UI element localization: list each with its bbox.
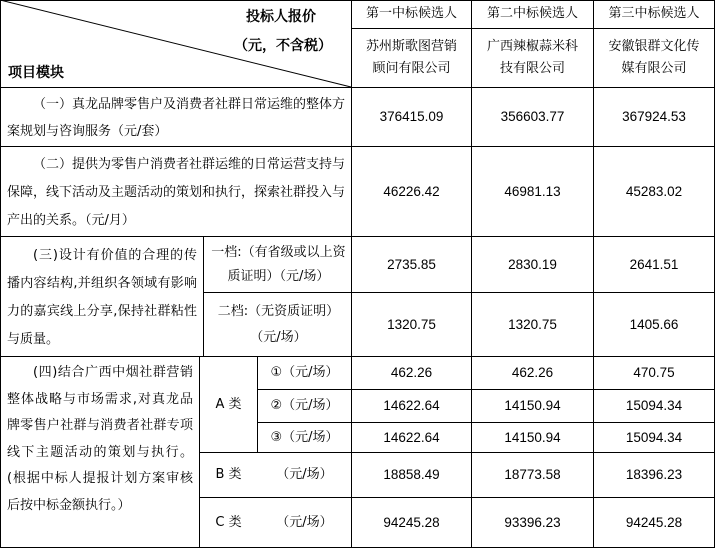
r4-c-value-2: 93396.23 bbox=[504, 514, 561, 530]
r4-a1-value-2: 462.26 bbox=[511, 365, 554, 380]
r3-tier1-value-2: 2830.19 bbox=[508, 256, 557, 272]
r4-a2-value-2: 14150.94 bbox=[504, 398, 561, 413]
r4-a3-value-3: 15094.34 bbox=[625, 429, 683, 445]
r4-b-value-3: 18396.23 bbox=[625, 467, 683, 482]
module-1-description: （一）真龙品牌零售户及消费者社群日常运维的整体方案规划与咨询服务（元/套） bbox=[7, 97, 346, 139]
r1-value-2: 356603.77 bbox=[500, 109, 565, 124]
r4-a3-label: ③（元/场） bbox=[270, 429, 339, 445]
r4-b-value-2: 18773.58 bbox=[504, 467, 561, 482]
price-header-line2: （元，不含税） bbox=[234, 38, 332, 54]
r1-value-3: 367924.53 bbox=[622, 109, 686, 124]
r4-a1-label: ①（元/场） bbox=[270, 365, 339, 380]
candidate-2-rank: 第二中标候选人 bbox=[486, 6, 578, 21]
r4-c-value-1: 94245.28 bbox=[383, 514, 440, 530]
r4-a2-value-3: 15094.34 bbox=[625, 398, 683, 413]
r3-tier2-value-3: 1405.66 bbox=[629, 316, 679, 332]
r3-tier2-value-2: 1320.75 bbox=[508, 316, 557, 332]
r2-value-3: 45283.02 bbox=[625, 183, 683, 199]
r3-tier1-label: 一档:（有省级或以上资质证明）（元/场） bbox=[211, 245, 346, 284]
r4-c-value-3: 94245.28 bbox=[625, 514, 683, 530]
r4-a1-value-3: 470.75 bbox=[633, 365, 675, 380]
module-header: 项目模块 bbox=[8, 65, 64, 81]
r4-a2-label: ②（元/场） bbox=[270, 398, 339, 413]
r3-tier1-value-3: 2641.51 bbox=[629, 256, 679, 272]
candidate-3-name: 安徽银群文化传媒有限公司 bbox=[608, 39, 700, 76]
r4-a1-value-1: 462.26 bbox=[390, 365, 433, 380]
r3-tier2-value-1: 1320.75 bbox=[387, 316, 436, 332]
candidate-3-rank: 第三中标候选人 bbox=[608, 6, 700, 21]
r1-value-1: 376415.09 bbox=[379, 109, 444, 124]
r3-tier1-value-1: 2735.85 bbox=[387, 256, 436, 272]
module-3-description: (三)设计有价值的合理的传播内容结构,并组织各领域有影响力的嘉宾线上分享,保持社群粘性与质量。 bbox=[7, 248, 197, 347]
candidate-1-name: 苏州斯歌图营销顾问有限公司 bbox=[365, 39, 457, 76]
r4-b-class-label: B 类 bbox=[215, 467, 242, 482]
r4-c-unit: （元/场） bbox=[276, 514, 333, 530]
r3-tier2-label: 二档:（无资质证明）（元/场） bbox=[217, 304, 340, 345]
r2-value-1: 46226.42 bbox=[383, 183, 440, 199]
r4-a2-value-1: 14622.64 bbox=[383, 398, 440, 413]
price-header-line1: 投标人报价 bbox=[246, 9, 316, 25]
r4-b-unit: （元/场） bbox=[276, 467, 333, 482]
candidate-2-name: 广西辣椒蒜米科技有限公司 bbox=[486, 39, 578, 76]
candidate-1-rank: 第一中标候选人 bbox=[365, 6, 457, 21]
r4-c-class-label: C 类 bbox=[215, 514, 242, 530]
module-4-description: (四)结合广西中烟社群营销整体战略与市场需求,对真龙品牌零售户社群与消费者社群专项线下主题活动的策划与执行。(根据中标人提报计划方案审核后按中标金额执行。） bbox=[7, 365, 193, 513]
r2-value-2: 46981.13 bbox=[504, 183, 561, 199]
r4-a-class-label: A 类 bbox=[215, 396, 242, 412]
r4-a3-value-1: 14622.64 bbox=[383, 429, 440, 445]
r4-b-value-1: 18858.49 bbox=[383, 467, 440, 482]
r4-a3-value-2: 14150.94 bbox=[504, 429, 561, 445]
module-2-description: （二）提供为零售户消费者社群运维的日常运营支持与保障，线下活动及主题活动的策划和执行，探索社群投入与产出的关系。（元/月） bbox=[7, 157, 346, 228]
